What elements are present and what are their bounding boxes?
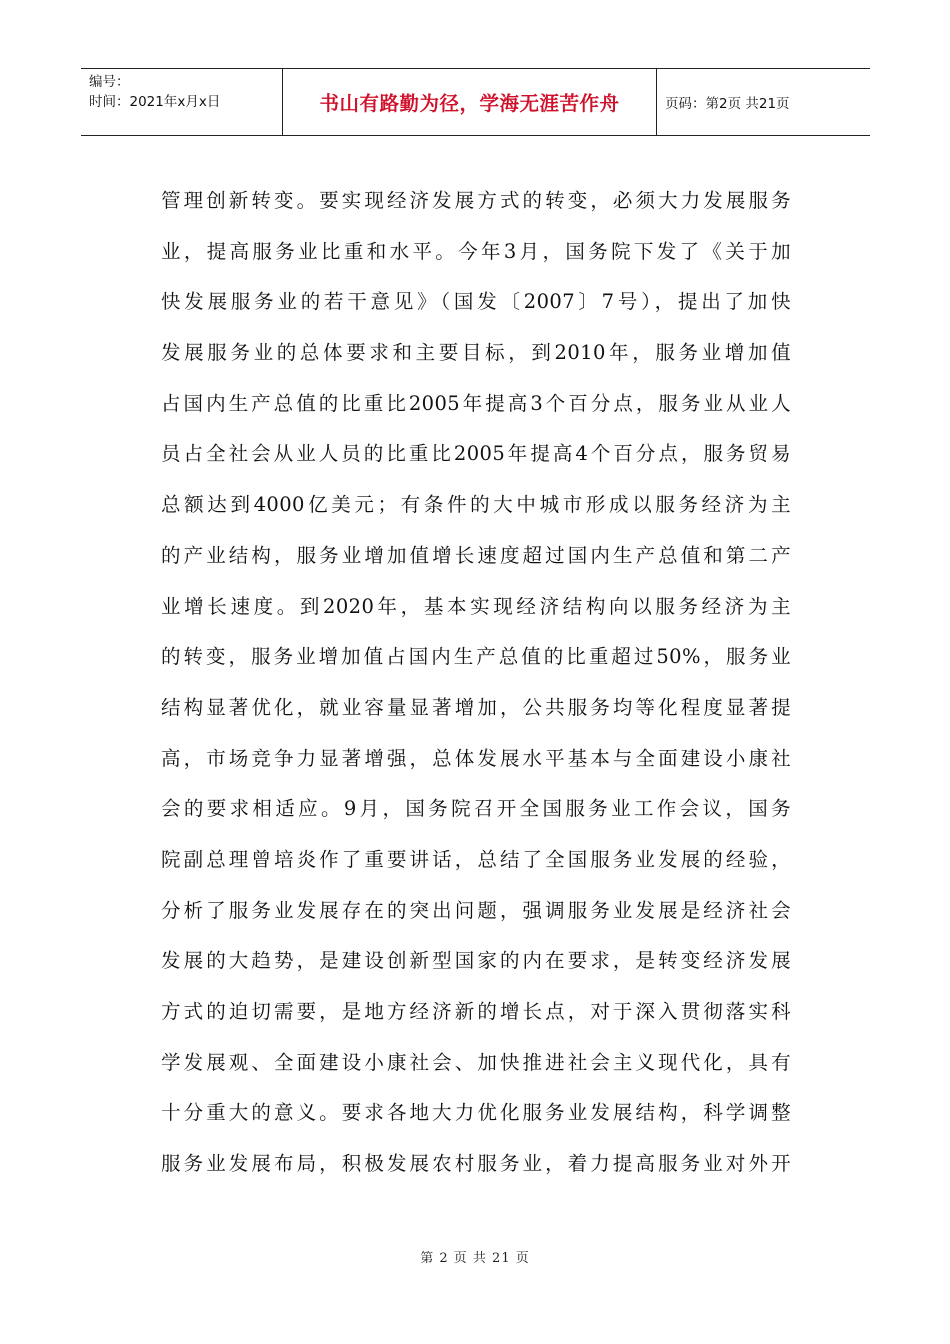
document-body: [161, 176, 801, 1190]
header-motto: 书山有路勤为径，学海无涯苦作舟: [283, 69, 657, 135]
body-line: 院副总理曾培炎作了重要讲话，总结了全国服务业发展的经验，: [161, 847, 791, 871]
body-line: 服务业发展布局，积极发展农村服务业，着力提高服务业对外开: [161, 1152, 791, 1176]
header-meta: [81, 69, 283, 135]
body-line: 高，市场竞争力显著增强，总体发展水平基本与全面建设小康社: [161, 746, 791, 770]
document-number-label: 编号：: [89, 74, 130, 90]
body-line: 业增长速度。到2020年，基本实现经济结构向以服务经济为主: [161, 594, 791, 618]
body-line: 快发展服务业的若干意见》（国发〔2007〕7号），提出了加快: [161, 290, 791, 314]
body-line: 发展服务业的总体要求和主要目标，到2010年，服务业增加值: [161, 341, 791, 365]
body-line: 的产业结构，服务业增加值增长速度超过国内生产总值和第二产: [161, 543, 791, 567]
body-line: 管理创新转变。要实现经济发展方式的转变，必须大力发展服务: [161, 189, 791, 212]
body-line: 总额达到4000亿美元；有条件的大中城市形成以服务经济为主: [161, 493, 791, 517]
body-line: 员占全社会从业人员的比重比2005年提高4个百分点，服务贸易: [161, 442, 791, 466]
body-line: 发展的大趋势，是建设创新型国家的内在要求，是转变经济发展: [161, 949, 791, 973]
body-line: 业，提高服务业比重和水平。今年3月，国务院下发了《关于加: [161, 239, 791, 263]
body-line: 学发展观、全面建设小康社会、加快推进社会主义现代化，具有: [161, 1050, 791, 1074]
body-line: 的转变，服务业增加值占国内生产总值的比重超过50%，服务业: [161, 645, 791, 669]
body-line: 会的要求相适应。9月，国务院召开全国服务业工作会议，国务: [161, 797, 791, 821]
body-line: 结构显著优化，就业容量显著增加，公共服务均等化程度显著提: [161, 695, 791, 719]
body-line: 占国内生产总值的比重比2005年提高3个百分点，服务业从业人: [161, 391, 791, 415]
body-line: 分析了服务业发展存在的突出问题，强调服务业发展是经济社会: [161, 898, 791, 922]
header-page-code: 页码：第2页 共21页: [665, 96, 790, 112]
body-line: 十分重大的意义。要求各地大力优化服务业发展结构，科学调整: [161, 1101, 791, 1125]
page-header: [81, 68, 870, 136]
document-time-label: 时间：2021年x月x日: [89, 94, 221, 110]
page-footer: 第 2 页 共 21 页: [420, 1251, 530, 1266]
body-line: 方式的迫切需要，是地方经济新的增长点，对于深入贯彻落实科: [161, 1000, 791, 1023]
